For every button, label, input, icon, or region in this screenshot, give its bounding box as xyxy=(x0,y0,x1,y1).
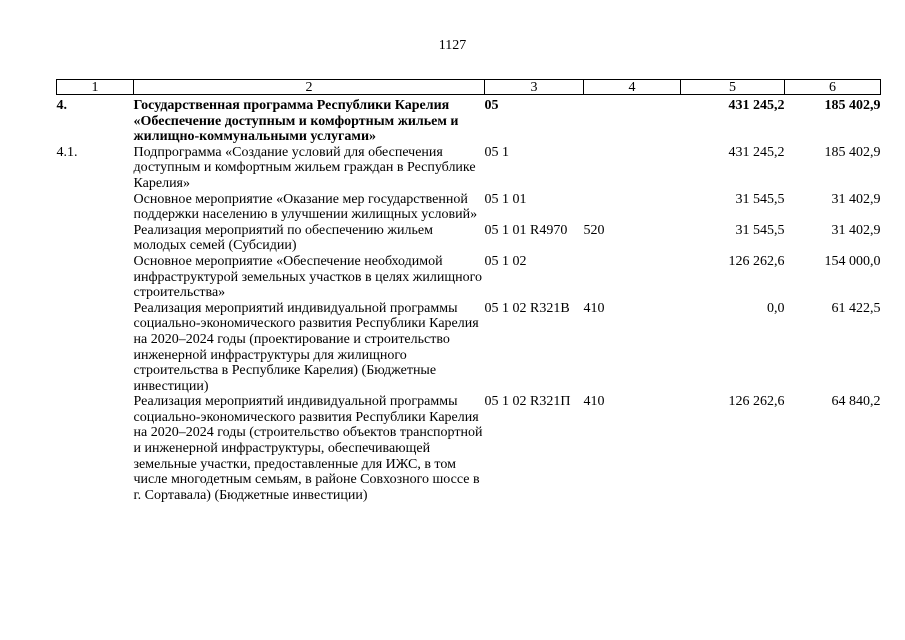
row-expense-type xyxy=(584,95,681,145)
table-header-row xyxy=(57,80,881,95)
row-amount-2: 61 422,5 xyxy=(831,300,881,316)
row-name: Основное мероприятие «Оказание мер государственной поддержки населению в улучшении жилищных условий» xyxy=(133,191,478,223)
column-header: 3 xyxy=(485,80,584,95)
row-amount-1: 126 262,6 xyxy=(728,394,785,410)
row-amount-2: 185 402,9 xyxy=(824,98,881,113)
row-number xyxy=(57,254,134,301)
column-header: 2 xyxy=(134,80,485,95)
row-amount-1: 431 245,2 xyxy=(728,144,785,160)
row-amount-2: 31 402,9 xyxy=(831,222,881,238)
budget-table xyxy=(56,79,881,503)
row-amount-1: 126 262,6 xyxy=(728,253,785,269)
row-expense-type: 410 xyxy=(583,300,605,316)
row-code: 05 1 01 xyxy=(484,191,527,207)
row-amount-1: 0,0 xyxy=(767,300,785,316)
table-row xyxy=(57,192,881,223)
row-code: 05 xyxy=(484,98,499,113)
row-amount-2: 185 402,9 xyxy=(824,144,881,160)
row-amount-1: 31 545,5 xyxy=(735,222,785,238)
row-name: Подпрограмма «Создание условий для обеспечения доступным и комфортным жильем граждан в Республике Карелия» xyxy=(133,144,476,191)
table-row xyxy=(57,394,881,503)
page-number: 1127 xyxy=(438,38,467,53)
table-row xyxy=(57,145,881,192)
row-code: 05 1 xyxy=(484,144,509,160)
row-number xyxy=(57,192,134,223)
table-row xyxy=(57,254,881,301)
row-number xyxy=(57,301,134,395)
column-header: 6 xyxy=(785,80,881,95)
table-row xyxy=(57,95,881,145)
column-header: 5 xyxy=(681,80,785,95)
row-number xyxy=(57,223,134,254)
row-name: Реализация мероприятий индивидуальной программы социально-экономического развития Республики Карелия на 2020–2024 годы (строительство объектов транспортной и инженерной инфраструктуры, обеспечивающей земельные участки, предоставленные для ИЖС, в том числе многодетным семьям, в районе Совхозного шоссе в г. Сортавала) (Бюджетные инвестиции) xyxy=(133,394,483,503)
row-expense-type: 410 xyxy=(583,394,605,410)
row-expense-type xyxy=(584,145,681,192)
row-amount-2: 31 402,9 xyxy=(831,191,881,207)
column-header: 1 xyxy=(57,80,134,95)
table-row xyxy=(57,223,881,254)
row-name: Реализация мероприятий по обеспечению жильем молодых семей (Субсидии) xyxy=(133,222,433,254)
column-header: 4 xyxy=(584,80,681,95)
row-expense-type: 520 xyxy=(583,222,605,238)
row-expense-type xyxy=(584,192,681,223)
row-amount-1: 431 245,2 xyxy=(728,98,785,113)
table-row xyxy=(57,301,881,395)
row-number xyxy=(57,394,134,503)
row-expense-type xyxy=(584,254,681,301)
row-number: 4. xyxy=(56,98,67,113)
row-name: Государственная программа Республики Карелия «Обеспечение доступным и комфортным жильем и жилищно-коммунальными услугами» xyxy=(133,98,459,145)
row-amount-1: 31 545,5 xyxy=(735,191,785,207)
row-number: 4.1. xyxy=(56,144,78,160)
row-amount-2: 154 000,0 xyxy=(824,253,881,269)
row-code: 05 1 01 R4970 xyxy=(484,222,568,238)
row-code: 05 1 02 R321B xyxy=(484,300,570,316)
row-name: Основное мероприятие «Обеспечение необходимой инфраструктурой земельных участков в целях жилищного строительства» xyxy=(133,253,483,301)
row-code: 05 1 02 xyxy=(484,253,527,269)
row-code: 05 1 02 R321П xyxy=(484,394,571,410)
row-name: Реализация мероприятий индивидуальной программы социально-экономического развития Республики Карелия на 2020–2024 годы (проектирование и строительство инженерной инфраструктуры для жилищного строительства в Республике Карелия) (Бюджетные инвестиции) xyxy=(133,300,479,394)
row-amount-2: 64 840,2 xyxy=(831,394,881,410)
